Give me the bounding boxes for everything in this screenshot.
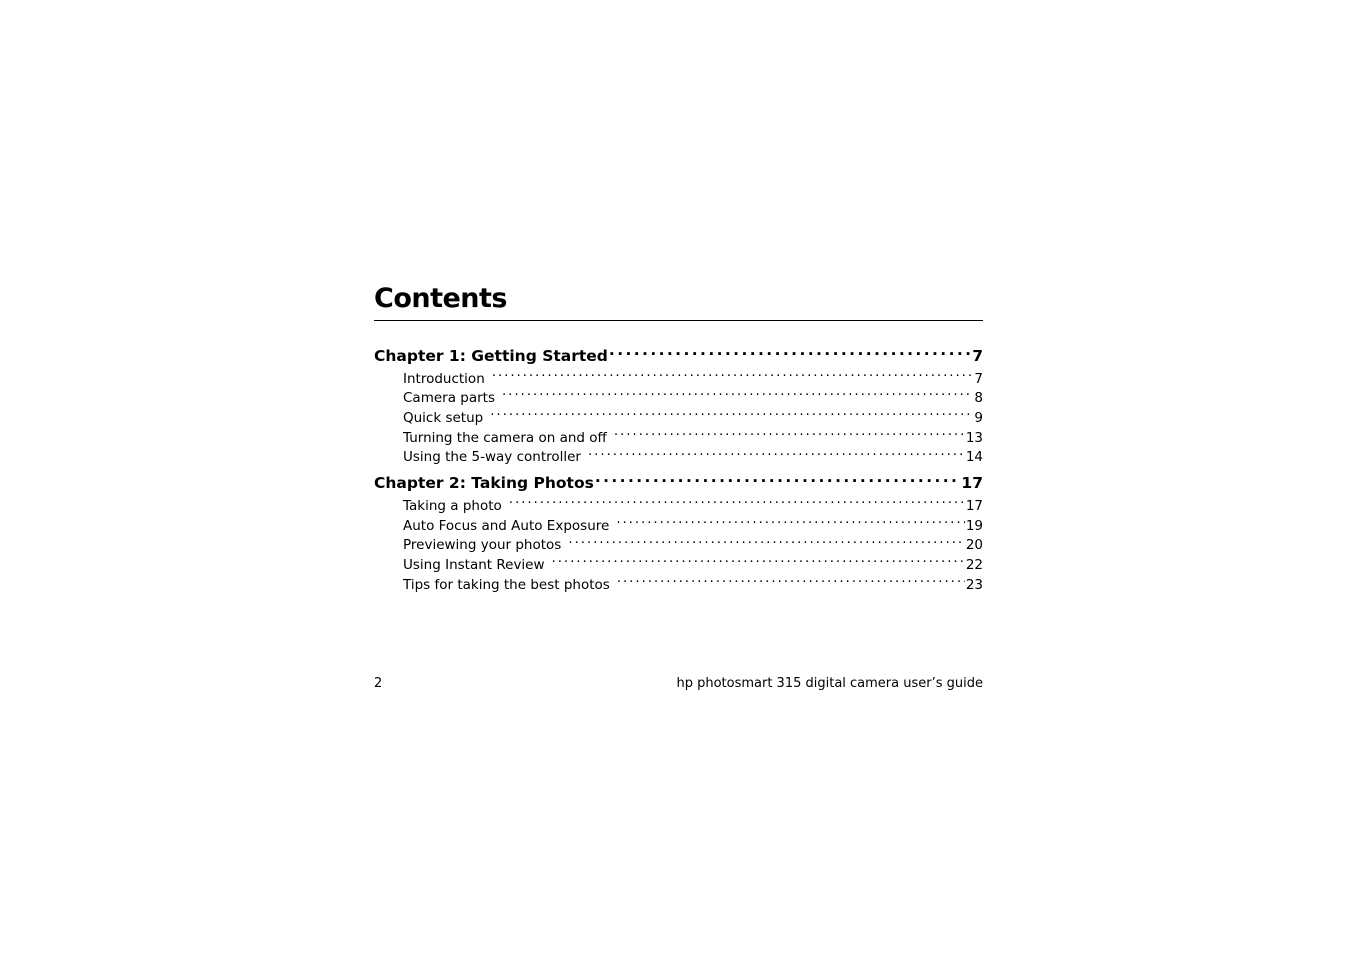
toc-entry-quick-setup[interactable] (374, 408, 983, 428)
chapter-title: Chapter 2: Taking Photos (374, 474, 594, 493)
section-title: Turning the camera on and off (403, 429, 607, 446)
section-title: Auto Focus and Auto Exposure (403, 517, 610, 534)
chapter-1 (374, 345, 983, 467)
page-footer (374, 676, 983, 691)
dot-leader (595, 473, 961, 489)
section-page-number: 9 (974, 409, 983, 426)
chapter-page-number: 7 (972, 347, 983, 365)
dot-leader (614, 428, 965, 442)
section-title: Previewing your photos (403, 537, 562, 554)
chapter-2-entry[interactable] (374, 472, 983, 494)
dot-leader (490, 408, 973, 422)
section-title: Using the 5-way controller (403, 449, 581, 466)
chapter-2-sections (374, 496, 983, 594)
dot-leader (609, 346, 971, 362)
chapter-1-entry[interactable] (374, 345, 983, 367)
toc-entry-taking-a-photo[interactable] (374, 496, 983, 516)
page-title: Contents (374, 280, 983, 321)
section-page-number: 22 (965, 557, 983, 573)
chapter-1-sections (374, 369, 983, 467)
section-title: Introduction (403, 370, 485, 387)
section-title: Taking a photo (403, 497, 502, 514)
section-title: Camera parts (403, 390, 495, 407)
toc-entry-5-way-controller[interactable] (374, 448, 983, 468)
dot-leader (568, 536, 964, 550)
toc-entry-auto-focus-exposure[interactable] (374, 516, 983, 536)
dot-leader (616, 516, 965, 530)
toc-entry-turning-camera-on-off[interactable] (374, 428, 983, 448)
chapter-title: Chapter 1: Getting Started (374, 347, 608, 365)
section-title: Tips for taking the best photos (403, 576, 610, 593)
dot-leader (552, 556, 965, 570)
chapter-page-number: 17 (961, 474, 983, 493)
dot-leader (509, 496, 965, 510)
dot-leader (492, 369, 974, 383)
section-title: Quick setup (403, 409, 484, 426)
dot-leader (502, 389, 973, 403)
section-page-number: 20 (965, 537, 983, 554)
section-title: Using Instant Review (403, 557, 545, 573)
dot-leader (617, 575, 965, 589)
chapter-2 (374, 472, 983, 594)
footer-page-number: 2 (374, 676, 383, 691)
toc-entry-introduction[interactable] (374, 369, 983, 389)
section-page-number: 19 (965, 517, 983, 534)
table-of-contents (374, 345, 983, 595)
section-page-number: 8 (974, 390, 983, 407)
toc-entry-previewing-photos[interactable] (374, 536, 983, 556)
footer-guide-title: hp photosmart 315 digital camera user’s guide (676, 676, 983, 691)
toc-entry-instant-review[interactable] (374, 556, 983, 576)
section-page-number: 14 (965, 449, 983, 466)
section-page-number: 23 (965, 576, 983, 593)
toc-entry-camera-parts[interactable] (374, 389, 983, 409)
section-page-number: 17 (965, 497, 983, 514)
section-page-number: 13 (965, 429, 983, 446)
dot-leader (588, 448, 965, 462)
contents-page (374, 280, 983, 600)
section-page-number: 7 (974, 370, 983, 387)
toc-entry-tips-best-photos[interactable] (374, 575, 983, 595)
